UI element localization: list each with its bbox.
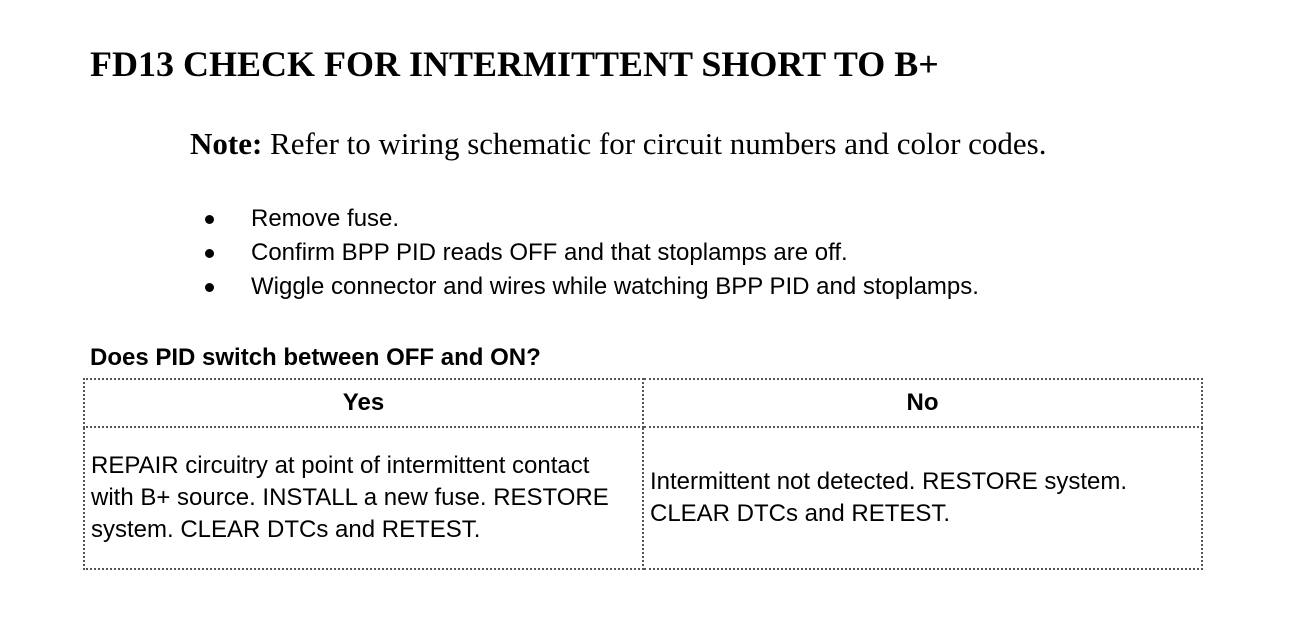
- step-list: [205, 202, 979, 304]
- bullet-icon: [205, 283, 214, 292]
- step-text: Confirm BPP PID reads OFF and that stoplamps are off.: [251, 239, 848, 266]
- yes-header: Yes: [84, 379, 643, 427]
- table-row: [84, 427, 1202, 569]
- note-label: Note:: [190, 126, 263, 161]
- note-text: Refer to wiring schematic for circuit numbers and color codes.: [262, 126, 1047, 161]
- bullet-icon: [205, 215, 214, 224]
- page-title: FD13 CHECK FOR INTERMITTENT SHORT TO B+: [90, 44, 939, 84]
- list-item: [205, 236, 979, 270]
- no-action-cell: Intermittent not detected. RESTORE system. CLEAR DTCs and RETEST.: [643, 427, 1202, 569]
- step-text: Wiggle connector and wires while watching BPP PID and stoplamps.: [251, 273, 979, 300]
- no-header: No: [643, 379, 1202, 427]
- note: [190, 124, 1047, 164]
- list-item: [205, 202, 979, 236]
- question-heading: Does PID switch between OFF and ON?: [90, 344, 541, 371]
- yes-action-cell: REPAIR circuitry at point of intermittent contact with B+ source. INSTALL a new fuse. RESTORE system. CLEAR DTCs and RETEST.: [84, 427, 643, 569]
- table-header-row: [84, 379, 1202, 427]
- step-text: Remove fuse.: [251, 205, 400, 232]
- list-item: [205, 270, 979, 304]
- bullet-icon: [205, 249, 214, 258]
- decision-table: [83, 378, 1203, 570]
